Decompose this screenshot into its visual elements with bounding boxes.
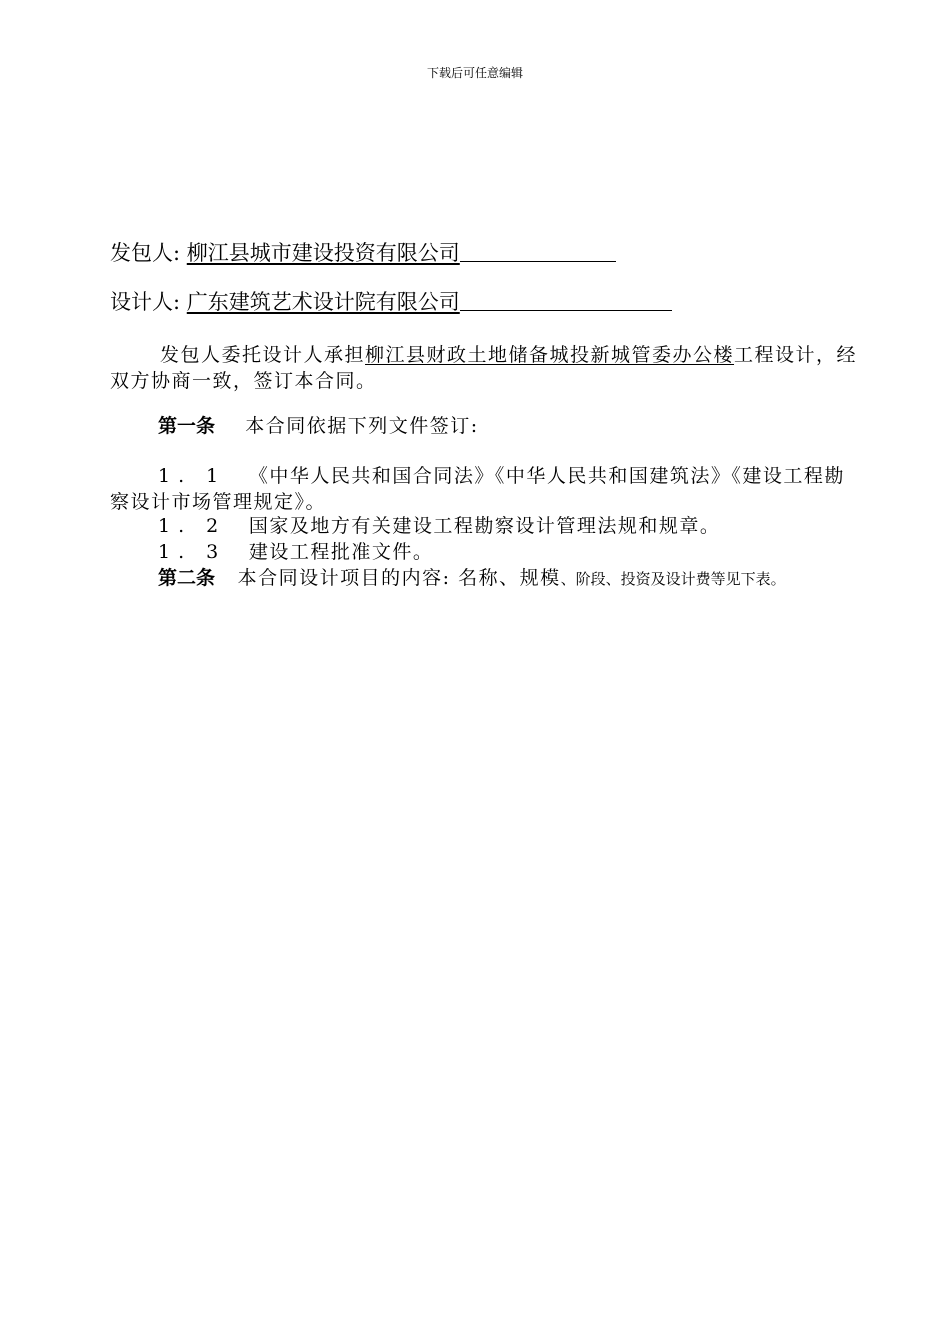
clause-text: 国家及地方有关建设工程勘察设计管理法规和规章。 — [248, 515, 721, 537]
article-1 — [110, 413, 860, 439]
intro-text-before: 发包人委托设计人承担 — [160, 344, 366, 366]
page-header: 下载后可任意编辑 — [426, 66, 523, 80]
article-2-text: 本合同设计项目的内容: 名称、规模 — [237, 567, 561, 589]
project-name: 柳江县财政土地储备城投新城管委办公楼 — [365, 344, 735, 366]
clause-text: 《中华人民共和国合同法》《中华人民共和国建筑法》《建设工程勘察设计市场管理规定》。 — [110, 465, 845, 513]
designer-line — [110, 289, 672, 315]
clause-1-1 — [110, 463, 860, 515]
employer-blank-line — [460, 260, 616, 262]
designer-label: 设计人: — [110, 290, 181, 314]
designer-name: 广东建筑艺术设计院有限公司 — [186, 290, 460, 314]
article-1-heading: 第一条 — [158, 415, 216, 437]
clause-number: 1. 1 — [158, 465, 227, 487]
clause-1-3 — [110, 539, 860, 565]
intro-paragraph — [110, 342, 860, 394]
employer-label: 发包人: — [110, 241, 181, 265]
employer-name: 柳江县城市建设投资有限公司 — [186, 241, 460, 265]
article-1-text: 本合同依据下列文件签订: — [245, 415, 479, 437]
article-2-small-text: 、阶段、投资及设计费等见下表。 — [560, 570, 786, 588]
intro-text-after: 工程设计，经双方协商一致，签订本合同。 — [110, 344, 858, 392]
clause-number: 1. 3 — [158, 541, 227, 563]
employer-line — [110, 240, 616, 266]
designer-blank-line — [460, 309, 672, 311]
clause-1-2 — [110, 513, 860, 539]
article-2-heading: 第二条 — [158, 567, 216, 589]
clause-number: 1. 2 — [158, 515, 227, 537]
clause-text: 建设工程批准文件。 — [248, 541, 434, 563]
article-2 — [110, 565, 860, 592]
